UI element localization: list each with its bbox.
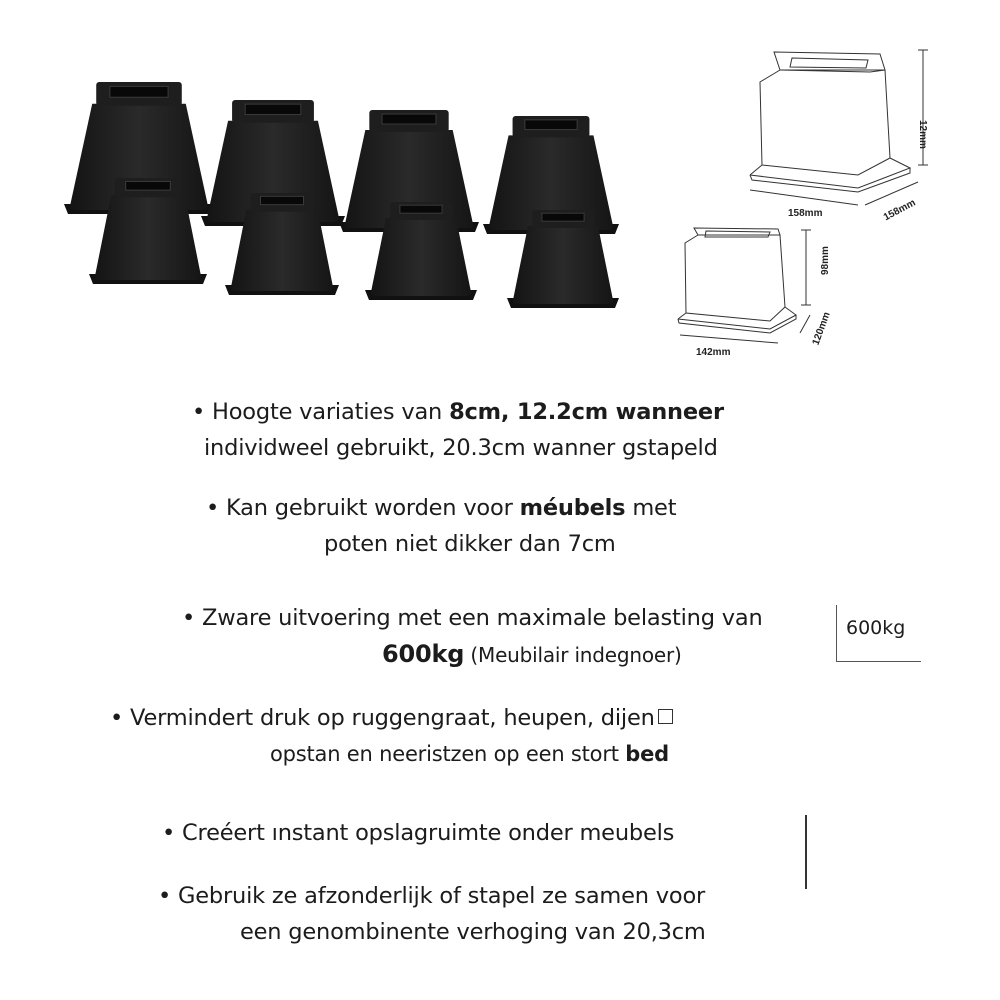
small-width-label: 142mm (696, 347, 731, 358)
large-depth-label: 158mm (881, 197, 918, 224)
square-glyph-icon (658, 709, 673, 724)
product-photo-bed-risers (55, 70, 655, 320)
feature-furniture-legs: • Kan gebruikt worden voor méubels met poten niet dikker dan 7cm (206, 495, 677, 557)
small-depth-label: 120mm (810, 310, 833, 347)
feature-storage-space: • Creéert ınstant opslagruimte onder meubels (162, 820, 675, 846)
large-riser-dimension-diagram (740, 40, 950, 230)
feature-reduces-pressure: • Vermindert druk op ruggengraat, heupen, dijen opstan en neeristzen op een stort bed (110, 700, 673, 772)
large-width-label: 158mm (788, 208, 823, 219)
vertical-divider (805, 815, 807, 889)
feature-height-variations: • Hoogte variaties van 8cm, 12.2cm wanneer individweel gebruikt, 20.3cm wanner gstapeld (192, 399, 724, 461)
small-height-label: 98mm (820, 246, 831, 275)
small-riser-dimension-diagram (660, 215, 840, 365)
feature-stackable: • Gebruik ze afzonderlijk of stapel ze samen voor een genombinente verhoging van 20,3cm (158, 883, 706, 945)
weight-badge-label: 600kg (846, 617, 906, 639)
large-height-label: 12mm (917, 120, 928, 149)
feature-max-load: • Zware uitvoering met een maximale belasting van 600kg (Meubilair indegnoer) (182, 605, 763, 668)
